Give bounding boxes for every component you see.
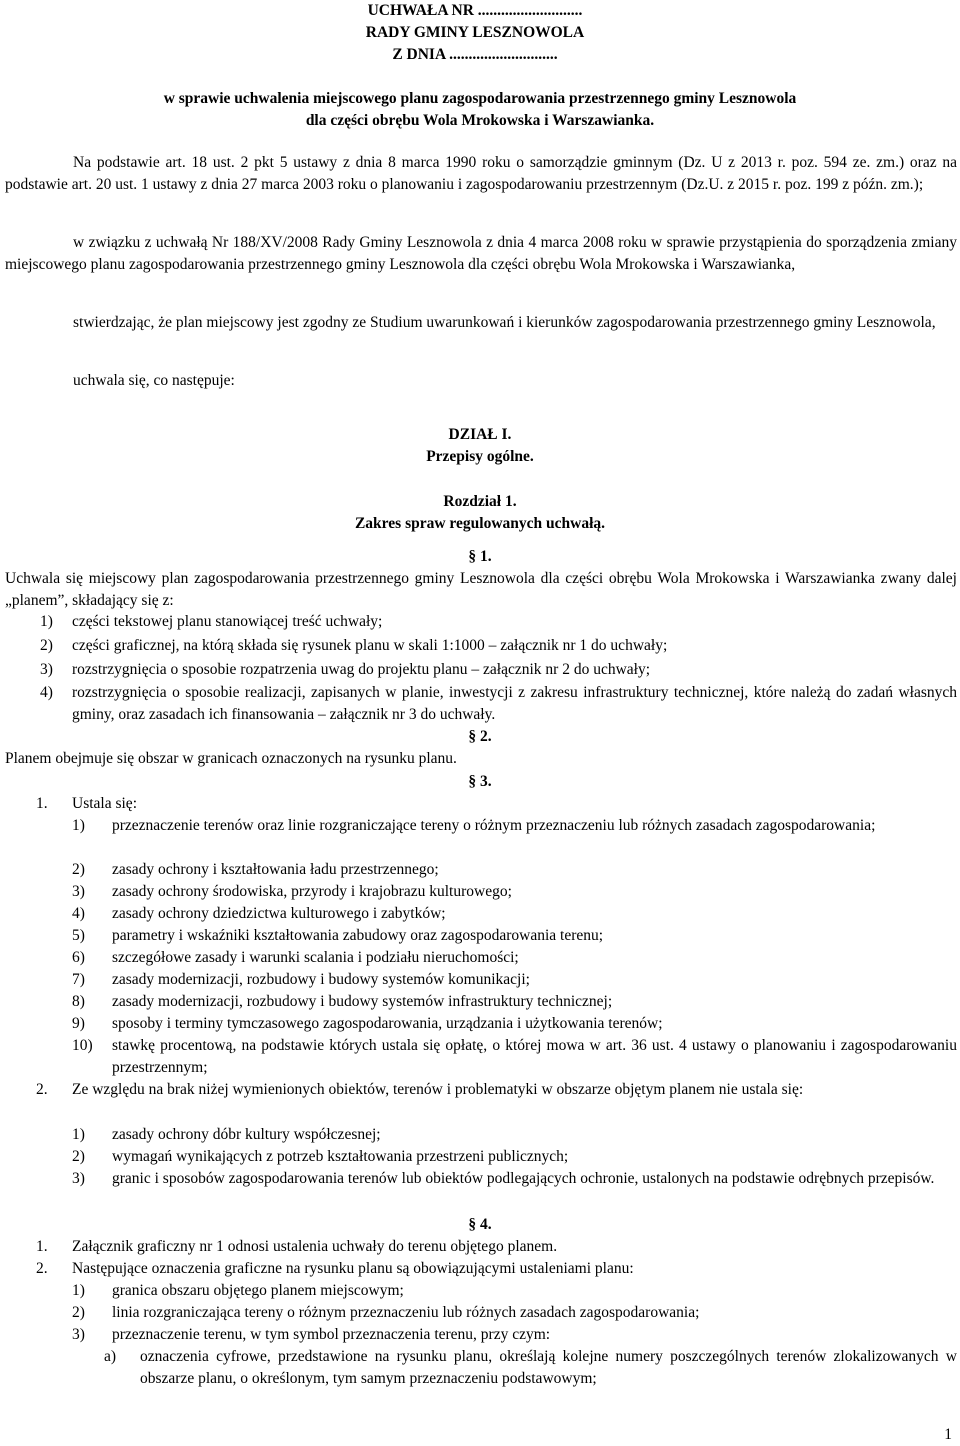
chapter-heading — [0, 491, 960, 534]
list-item: 1) zasady ochrony dóbr kultury współczesnej; — [72, 1126, 381, 1143]
list-item: 1) granica obszaru objętego planem miejscowym; — [72, 1282, 404, 1299]
resolution-number: UCHWAŁA NR ........................... — [367, 2, 583, 19]
chapter-subtitle: Zakres spraw regulowanych uchwałą. — [354, 514, 606, 532]
list-item: 2) zasady ochrony i kształtowania ładu przestrzennego; — [72, 861, 439, 878]
list-item: 1) przeznaczenie terenów oraz linie rozgraniczające tereny o różnym przeznaczeniu lub różnych zasadach zagospodarowania; — [72, 817, 876, 834]
paragraph: 1. Załącznik graficzny nr 1 odnosi ustalenia uchwały do terenu objętego planem. — [36, 1238, 558, 1255]
section-3-mark: § 3. — [468, 773, 492, 790]
list-item: 1) części tekstowej planu stanowiącej treść uchwały; — [40, 613, 383, 630]
list-item: 4) rozstrzygnięcia o sposobie realizacji, zapisanych w planie, inwestycji z zakresu infrastruktury technicznej, które należą do zadań własnych gminy, oraz zasadach ich finansowania – załącznik nr 3 do uchwały. — [40, 684, 957, 723]
paragraph: 1. Ustala się: — [36, 795, 137, 812]
list-item: 2) linia rozgraniczająca tereny o różnym przeznaczeniu lub różnych zasadach zagospodarowania; — [72, 1304, 700, 1321]
legal-basis: Na podstawie art. 18 ust. 2 pkt 5 ustawy z dnia 8 marca 1990 roku o samorządzie gminnym (Dz. U z 2013 r. poz. 594 ze. zm.) oraz na podstawie art. 20 ust. 1 ustawy z dnia 27 marca 2003 roku o planowaniu i zagospodarowaniu przestrzennym (Dz.U. z 2015 r. poz. 199 z późn. zm.); — [5, 154, 957, 193]
section-1-mark: § 1. — [468, 548, 492, 565]
sub-list-item: a) oznaczenia cyfrowe, przedstawione na rysunku planu, określają kolejne numery poszczególnych terenów zlokalizowanych w obszarze planu, o określonym, tym samym przeznaczeniu podstawowym; — [104, 1348, 957, 1387]
section-2-mark: § 2. — [468, 728, 492, 745]
chapter-title: Rozdział 1. — [443, 493, 517, 510]
list-item: 6) szczegółowe zasady i warunki scalania i podziału nieruchomości; — [72, 949, 519, 966]
list-item: 9) sposoby i terminy tymczasowego zagospodarowania, urządzania i użytkowania terenów; — [72, 1015, 663, 1032]
division-subtitle: Przepisy ogólne. — [426, 447, 534, 465]
section-4-mark: § 4. — [468, 1216, 492, 1233]
division-heading — [0, 424, 960, 467]
list-item: 10) stawkę procentową, na podstawie których ustala się opłatę, o której mowa w art. 36 ust. 4 ustawy o planowaniu i zagospodarowaniu przestrzennym; — [72, 1037, 957, 1076]
resolution-subject — [60, 88, 900, 132]
section-2-text: Planem obejmuje się obszar w granicach oznaczonych na rysunku planu. — [5, 750, 457, 767]
list-item: 2) wymagań wynikających z potrzeb kształtowania przestrzeni publicznych; — [72, 1148, 569, 1165]
stating-clause: stwierdzając, że plan miejscowy jest zgodny ze Studium uwarunkowań i kierunków zagospodarowania przestrzennego gminy Lesznowola, — [73, 314, 936, 331]
paragraph: 2. Ze względu na brak niżej wymienionych obiektów, terenów i problematyki w obszarze objętym planem nie ustala się: — [36, 1081, 804, 1098]
list-item: 3) rozstrzygnięcia o sposobie rozpatrzenia uwag do projektu planu – załącznik nr 2 do uchwały; — [40, 661, 651, 678]
list-item: 7) zasady modernizacji, rozbudowy i budowy systemów komunikacji; — [72, 971, 530, 988]
list-item: 4) zasady ochrony dziedzictwa kulturowego i zabytków; — [72, 905, 446, 922]
subject-line-2: dla części obrębu Wola Mrokowska i Warszawianka. — [305, 112, 655, 129]
council-name: RADY GMINY LESZNOWOLA — [365, 24, 585, 41]
list-item: 3) zasady ochrony środowiska, przyrody i krajobrazu kulturowego; — [72, 883, 512, 900]
section-1-intro: Uchwala się miejscowy plan zagospodarowania przestrzennego gminy Lesznowola dla części obrębu Wola Mrokowska i Warszawianka zwany dalej „planem”, składający się z: — [5, 570, 957, 609]
resolution-header — [310, 0, 640, 66]
list-item: 8) zasady modernizacji, rozbudowy i budowy systemów infrastruktury technicznej; — [72, 993, 613, 1010]
subject-line-1: w sprawie uchwalenia miejscowego planu zagospodarowania przestrzennego gminy Lesznowola — [163, 90, 797, 107]
page-number: 1 — [944, 1426, 952, 1443]
division-title: DZIAŁ I. — [448, 426, 512, 443]
list-item: 3) granic i sposobów zagospodarowania terenów lub obiektów podlegających ochronie, ustalonych na podstawie odrębnych przepisów. — [72, 1170, 935, 1187]
in-connection-clause: w związku z uchwałą Nr 188/XV/2008 Rady Gminy Lesznowola z dnia 4 marca 2008 roku w sprawie przystąpienia do sporządzenia zmiany miejscowego planu zagospodarowania przestrzennego gminy Lesznowola dla części obrębu Wola Mrokowska i Warszawianka, — [5, 234, 957, 273]
resolves-clause: uchwala się, co następuje: — [73, 372, 235, 389]
resolution-date: Z DNIA ............................ — [392, 46, 558, 63]
paragraph: 2. Następujące oznaczenia graficzne na rysunku planu są obowiązującymi ustaleniami planu: — [36, 1260, 634, 1277]
list-item: 5) parametry i wskaźniki kształtowania zabudowy oraz zagospodarowania terenu; — [72, 927, 604, 944]
list-item: 2) części graficznej, na którą składa się rysunek planu w skali 1:1000 – załącznik nr 1 do uchwały; — [40, 637, 668, 654]
list-item: 3) przeznaczenie terenu, w tym symbol przeznaczenia terenu, przy czym: — [72, 1326, 551, 1343]
